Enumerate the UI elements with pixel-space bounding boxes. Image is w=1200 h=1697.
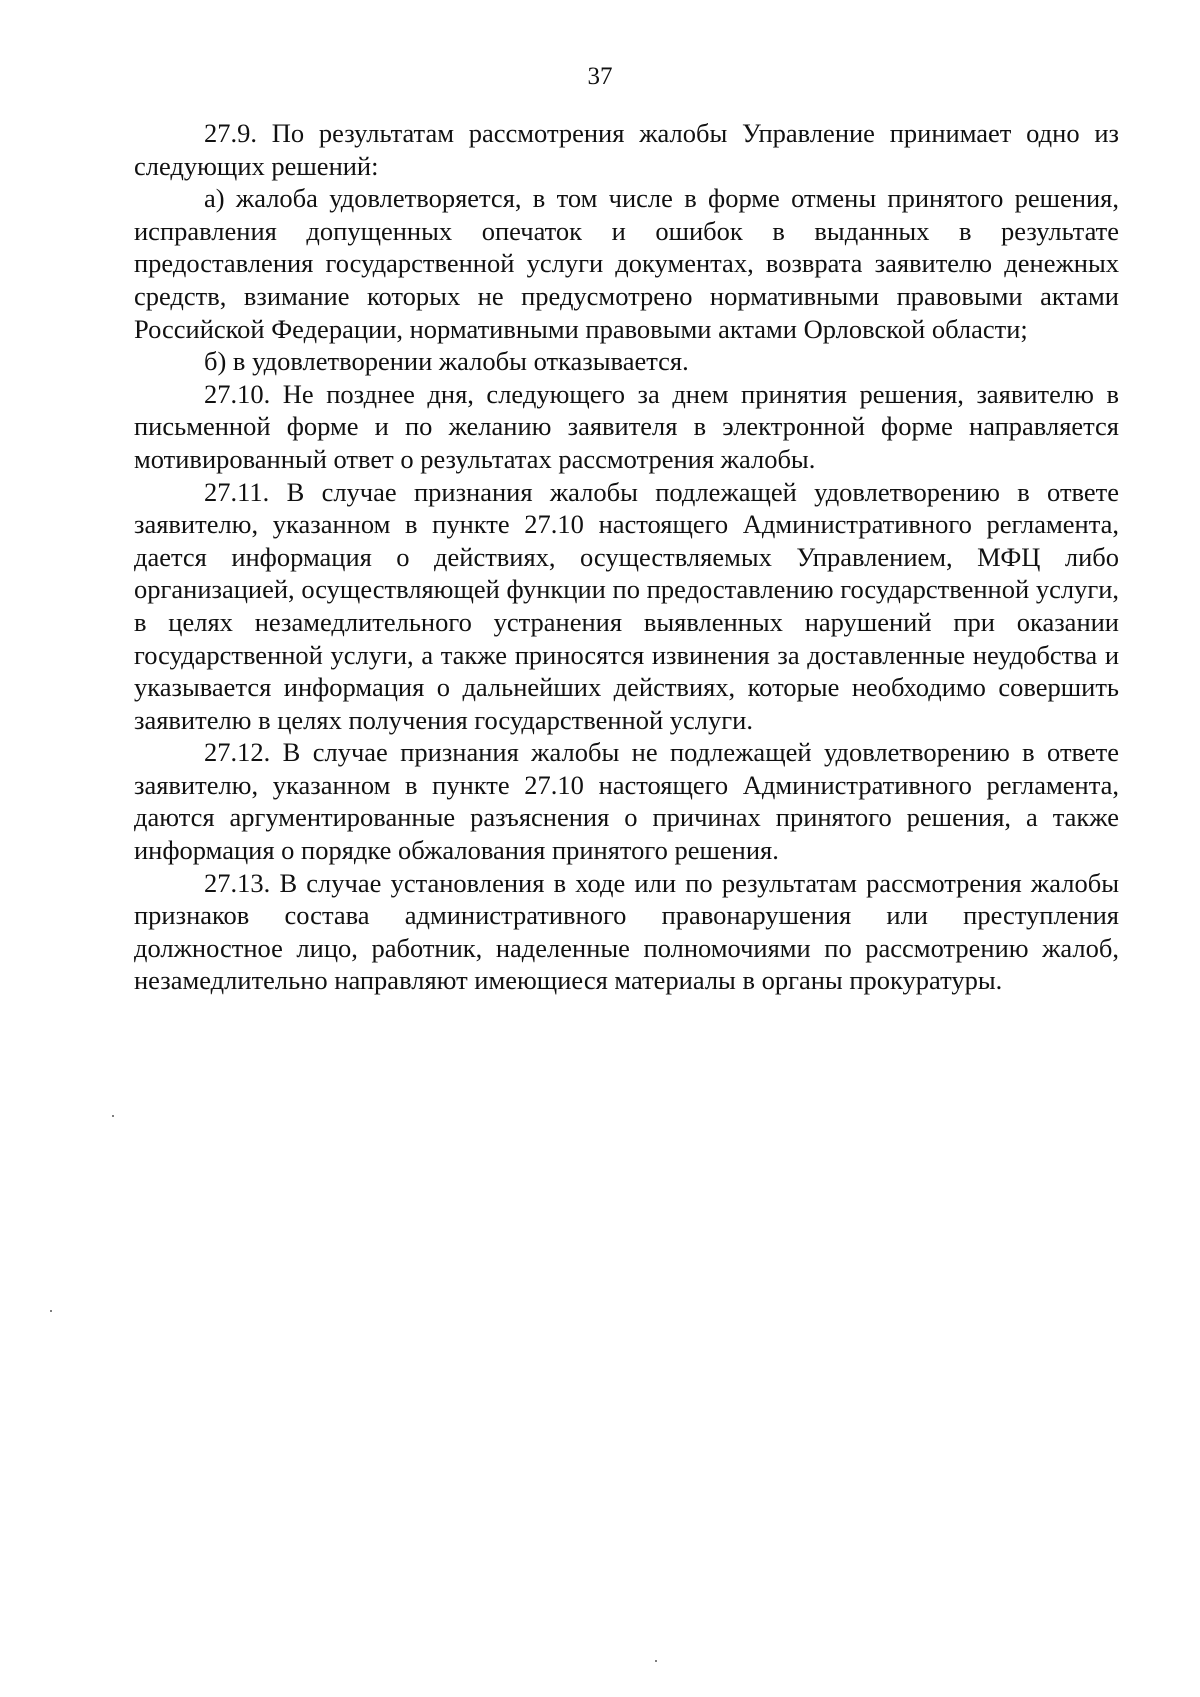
scan-speck [50, 1310, 52, 1312]
scan-speck [655, 1660, 657, 1662]
paragraph-27-9-a: а) жалоба удовлетворяется, в том числе в форме отмены принятого решения, исправления допущенных опечаток и ошибок в выданных в результате предоставления государственной услуги документах, возврата заявителю денежных средств, взимание которых не предусмотрено нормативными правовыми актами Российской Федерации, нормативными правовыми актами Орловской области; [134, 183, 1119, 344]
scan-speck [112, 1115, 114, 1117]
paragraph-27-10: 27.10. Не позднее дня, следующего за днем принятия решения, заявителю в письменной форме и по желанию заявителя в электронной форме направляется мотивированный ответ о результатах рассмотрения жалобы. [134, 378, 1119, 474]
document-body [134, 117, 1119, 997]
paragraph-27-12: 27.12. В случае признания жалобы не подлежащей удовлетворению в ответе заявителю, указанном в пункте 27.10 настоящего Административного регламента, даются аргументированные разъяснения о причинах принятого решения, а также информация о порядке обжалования принятого решения. [134, 737, 1119, 866]
paragraph-27-11: 27.11. В случае признания жалобы подлежащей удовлетворению в ответе заявителю, указанном в пункте 27.10 настоящего Административного регламента, дается информация о действиях, осуществляемых Управлением, МФЦ либо организацией, осуществляющей функции по предоставлению государственной услуги, в целях незамедлительного устранения выявленных нарушений при оказании государственной услуги, а также приносятся извинения за доставленные неудобства и указывается информация о дальнейших действиях, которые необходимо совершить заявителю в целях получения государственной услуги. [134, 476, 1119, 735]
page-number: 37 [587, 63, 613, 90]
paragraph-27-13: 27.13. В случае установления в ходе или по результатам рассмотрения жалобы признаков состава административного правонарушения или преступления должностное лицо, работник, наделенные полномочиями по рассмотрению жалоб, незамедлительно направляют имеющиеся материалы в органы прокуратуры. [134, 867, 1119, 996]
paragraph-27-9-b: б) в удовлетворении жалобы отказывается. [204, 346, 689, 377]
paragraph-27-9: 27.9. По результатам рассмотрения жалобы Управление принимает одно из следующих решений: [134, 118, 1119, 181]
